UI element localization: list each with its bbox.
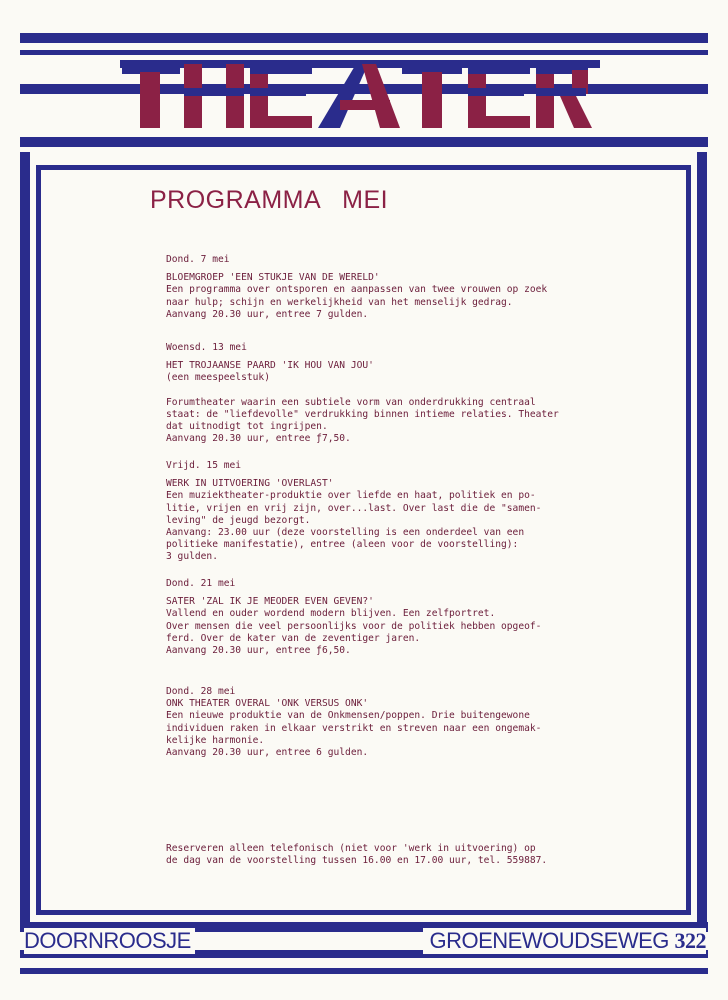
frame-border <box>36 910 691 915</box>
event-line: Een programma over ontsporen en aanpassen van twee vrouwen op zoek <box>166 284 548 296</box>
note-line: de dag van de voorstelling tussen 16.00 en 17.00 uur, tel. 559887. <box>166 855 548 867</box>
theater-logo-art <box>0 0 728 140</box>
event-line: kelijke harmonie. <box>166 734 265 746</box>
event-line: HET TROJAANSE PAARD 'IK HOU VAN JOU' <box>166 360 374 372</box>
venue-name: DOORNROOSJE <box>24 928 195 954</box>
event-line: leving" de jeugd bezorgt. <box>166 514 311 526</box>
event-date: Woensd. 13 mei <box>166 342 247 353</box>
event-line: Aanvang 20.30 uur, entree 7 gulden. <box>166 308 369 320</box>
event-line: BLOEMGROEP 'EEN STUKJE VAN DE WERELD' <box>166 272 380 284</box>
frame-border <box>20 152 30 932</box>
event-line: SATER 'ZAL IK JE MEODER EVEN GEVEN?' <box>166 596 374 608</box>
event-item <box>166 686 576 759</box>
event-line: Vallend en ouder wordend modern blijven. Een zelfportret. <box>166 608 496 620</box>
event-line: individuen raken in elkaar verstrikt en streven naar een ongemak- <box>166 722 542 734</box>
event-item <box>166 342 576 446</box>
frame-border <box>36 165 41 915</box>
event-date: Dond. 21 mei <box>166 578 236 589</box>
event-item <box>166 460 576 564</box>
event-line: Aanvang 20.30 uur, entree ƒ7,50. <box>166 433 351 445</box>
note-line: Reserveren alleen telefonisch (niet voor 'werk in uitvoering) op <box>166 843 536 854</box>
event-line: Een nieuwe produktie van de Onkmensen/poppen. Drie buitengewone <box>166 710 530 722</box>
street-name: GROENEWOUDSEWEG <box>429 928 669 953</box>
event-line: naar hulp; schijn en werkelijkheid van het menselijk gedrag. <box>166 296 513 308</box>
event-line: Forumtheater waarin een subtiele vorm van onderdrukking centraal <box>166 396 536 408</box>
bottom-stripe <box>20 968 708 974</box>
event-line: 3 gulden. <box>166 551 218 563</box>
event-line: politieke manifestatie), entree (aleen voor de voorstelling): <box>166 539 519 551</box>
page-title: PROGRAMMA MEI <box>150 186 389 214</box>
frame-border <box>697 152 707 932</box>
event-line: Aanvang 20.30 uur, entree 6 gulden. <box>166 747 369 759</box>
event-line: ONK THEATER OVERAL 'ONK VERSUS ONK' <box>166 698 369 710</box>
event-line: ferd. Over de kater van de zeventiger jaren. <box>166 632 421 644</box>
event-line: Over mensen die veel persoonlijks voor de politiek hebben opgeof- <box>166 620 542 632</box>
event-line: dat uitnodigt tot ingrijpen. <box>166 421 328 433</box>
street-number: 322 <box>674 928 706 953</box>
venue-address <box>423 928 706 954</box>
event-line <box>166 385 576 397</box>
event-date: Vrijd. 15 mei <box>166 460 242 471</box>
frame-border <box>36 165 691 170</box>
event-line: Aanvang 20.30 uur, entree ƒ6,50. <box>166 645 351 657</box>
event-line: WERK IN UITVOERING 'OVERLAST' <box>166 478 334 490</box>
event-line: Aanvang: 23.00 uur (deze voorstelling is een onderdeel van een <box>166 527 525 539</box>
reservation-note <box>166 843 586 867</box>
event-item <box>166 578 576 657</box>
event-line: (een meespeelstuk) <box>166 372 270 384</box>
event-date: Dond. 28 mei <box>166 686 236 697</box>
event-line: litie, vrijen en vrij zijn, over...last. Over last die de "samen- <box>166 502 542 514</box>
frame-border <box>686 165 691 915</box>
event-date: Dond. 7 mei <box>166 254 230 265</box>
event-line: staat: de "liefdevolle" verdrukking binnen intieme relaties. Theater <box>166 409 559 421</box>
event-item <box>166 254 576 321</box>
event-line: Een muziektheater-produktie over liefde en haat, politiek en po- <box>166 490 536 502</box>
theater-logo <box>0 0 728 140</box>
